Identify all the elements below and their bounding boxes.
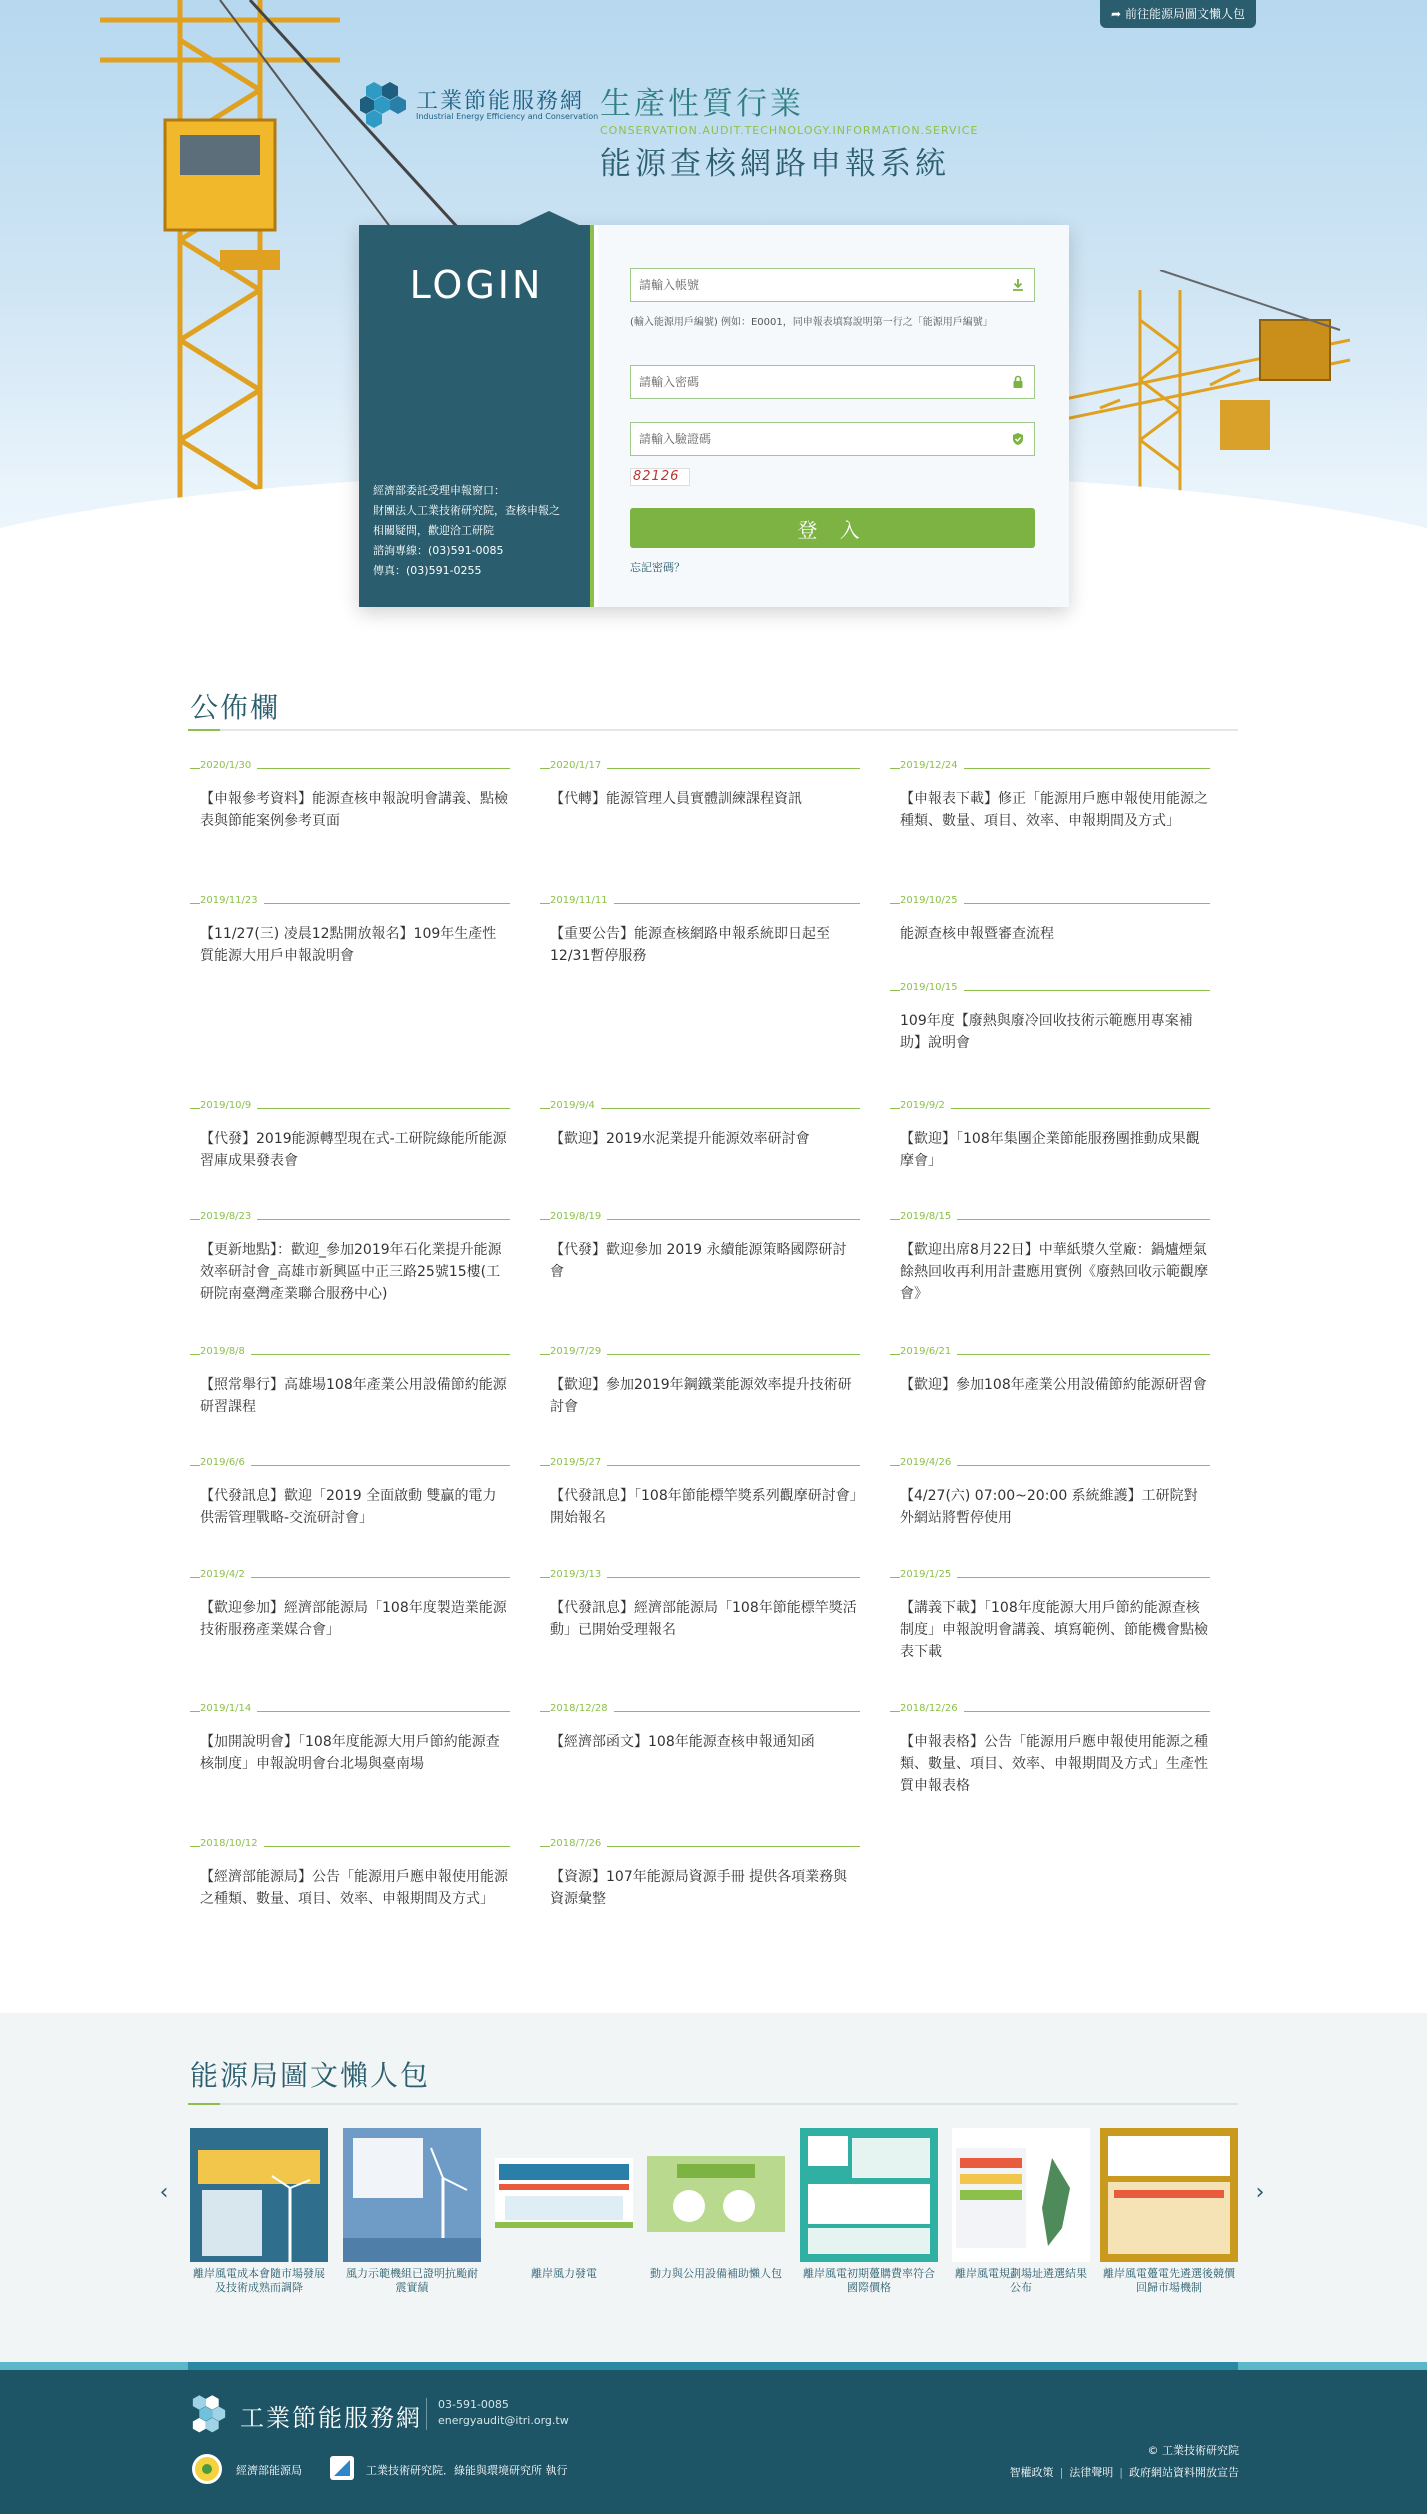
item-title[interactable]: 【代發訊息】「108年節能標竿獎系列觀摩研討會」開始報名 <box>550 1488 857 1526</box>
item-date: 2019/6/6 <box>200 1457 251 1468</box>
contact-info <box>373 481 588 581</box>
list-item[interactable] <box>540 760 860 810</box>
link-separator: | <box>1059 2466 1064 2479</box>
itri-logo-icon <box>330 2456 354 2480</box>
share-arrow-icon: ➦ <box>1110 7 1122 21</box>
list-item[interactable] <box>540 1211 860 1283</box>
hexagon-logo-icon <box>188 2392 230 2434</box>
infographic-thumbnail <box>800 2128 938 2262</box>
brand-name: 工業節能服務網 <box>416 89 585 114</box>
footer-links <box>1010 2464 1239 2480</box>
site-footer <box>0 2370 1427 2514</box>
infographic-card[interactable] <box>190 2128 328 2295</box>
system-subtitle: CONSERVATION.AUDIT.TECHNOLOGY.INFORMATION.SERVICE <box>600 124 979 137</box>
crane-right-image <box>1060 270 1360 510</box>
item-title[interactable]: 【歡迎】「108年集團企業節能服務團推動成果觀摩會」 <box>900 1131 1200 1169</box>
item-title[interactable]: 【經濟部能源局】公告「能源用戶應申報使用能源之種類、數量、項目、效率、申報期間及方式」 <box>200 1869 508 1907</box>
item-title[interactable]: 【歡迎】參加2019年鋼鐵業能源效率提升技術研討會 <box>550 1377 852 1415</box>
infographic-thumbnail <box>1100 2128 1238 2262</box>
list-item[interactable] <box>190 1838 510 1910</box>
list-item[interactable] <box>890 1211 1210 1305</box>
item-title[interactable]: 能源查核申報暨審查流程 <box>900 926 1054 942</box>
infographic-title: 能源局圖文懶人包 <box>190 2059 431 2092</box>
list-item[interactable] <box>190 1457 510 1529</box>
system-title-line1: 生產性質行業 <box>600 86 804 122</box>
item-date: 2018/10/12 <box>200 1838 264 1849</box>
list-item[interactable] <box>190 1211 510 1305</box>
infographic-thumbnail <box>647 2128 785 2262</box>
announcement-divider <box>188 729 1238 731</box>
announcement-title: 公佈欄 <box>190 691 281 724</box>
infographic-card[interactable] <box>647 2128 785 2281</box>
item-title[interactable]: 【講義下載】「108年度能源大用戶節約能源查核制度」申報說明會講義、填寫範例、節能機會點檢表下載 <box>900 1600 1208 1660</box>
hexagon-logo-icon <box>360 78 412 130</box>
item-title[interactable]: 【代發】2019能源轉型現在式-工研院綠能所能源習庫成果發表會 <box>200 1131 507 1169</box>
infographic-caption: 風力示範機組已證明抗颱耐震實績 <box>346 2267 478 2294</box>
item-date: 2018/12/26 <box>900 1703 964 1714</box>
list-item[interactable] <box>190 1346 510 1418</box>
item-date: 2018/12/28 <box>550 1703 614 1714</box>
footer-link-ip-policy[interactable]: 智權政策 <box>1009 2466 1054 2479</box>
login-info-panel <box>359 225 594 607</box>
list-item[interactable] <box>540 1457 860 1529</box>
list-item[interactable] <box>890 760 1210 832</box>
item-date: 2019/6/21 <box>900 1346 957 1357</box>
infographic-card[interactable] <box>495 2128 633 2281</box>
item-date: 2019/12/24 <box>900 760 964 771</box>
login-button[interactable]: 登 入 <box>630 508 1035 548</box>
item-date: 2019/9/2 <box>900 1100 951 1111</box>
item-title[interactable]: 【歡迎】參加108年產業公用設備節約能源研習會 <box>900 1377 1207 1393</box>
list-item[interactable] <box>540 1703 860 1753</box>
infographic-caption: 離岸風電成本會隨市場發展及技術成熟而調降 <box>193 2267 325 2294</box>
item-date: 2019/9/4 <box>550 1100 601 1111</box>
item-date: 2020/1/17 <box>550 760 607 771</box>
list-item[interactable] <box>190 760 510 832</box>
item-title[interactable]: 【加開說明會】「108年度能源大用戶節約能源查核制度」申報說明會台北場與臺南場 <box>200 1734 500 1772</box>
infographic-thumbnail <box>190 2128 328 2262</box>
login-form <box>598 225 1069 607</box>
infographic-caption: 離岸風電躉電先遴選後競價回歸市場機制 <box>1103 2267 1235 2294</box>
captcha-field <box>630 422 1035 456</box>
infographic-thumbnail <box>343 2128 481 2262</box>
item-date: 2019/4/26 <box>900 1457 957 1468</box>
item-title[interactable]: 【經濟部函文】108年能源查核申報通知函 <box>550 1734 815 1750</box>
item-date: 2019/8/19 <box>550 1211 607 1222</box>
item-title[interactable]: 109年度【廢熱與廢冷回收技術示範應用專案補助】說明會 <box>900 1013 1193 1051</box>
item-date: 2019/10/25 <box>900 895 964 906</box>
contact-line: 傳真：(03)591-0255 <box>373 564 482 577</box>
item-title[interactable]: 【11/27(三) 凌晨12點開放報名】109年生產性質能源大用戶申報說明會 <box>200 926 497 964</box>
password-field <box>630 365 1035 399</box>
item-title[interactable]: 【歡迎參加】經濟部能源局「108年度製造業能源技術服務產業媒合會」 <box>200 1600 507 1638</box>
infographic-thumbnail <box>952 2128 1090 2262</box>
list-item[interactable] <box>890 1457 1210 1529</box>
item-title[interactable]: 【歡迎】2019水泥業提升能源效率研討會 <box>550 1131 810 1147</box>
contact-line: 經濟部委託受理申報窗口： <box>373 484 505 497</box>
footer-divider <box>426 2398 427 2430</box>
infographic-card[interactable] <box>952 2128 1090 2295</box>
list-item[interactable] <box>890 1569 1210 1663</box>
password-input[interactable] <box>631 366 1034 398</box>
footer-link-open-data[interactable]: 政府網站資料開放宣告 <box>1129 2466 1239 2479</box>
contact-line: 相關疑問，歡迎洽工研院 <box>373 524 494 537</box>
footer-email[interactable]: energyaudit@itri.org.tw <box>438 2414 569 2427</box>
brand-english-name: Industrial Energy Efficiency and Conservation <box>416 112 599 121</box>
forgot-password-link[interactable]: 忘記密碼？ <box>630 561 685 574</box>
item-title[interactable]: 【歡迎出席8月22日】中華紙漿久堂廠：鍋爐煙氣餘熱回收再利用計畫應用實例《廢熱回收示範觀摩會》 <box>900 1242 1208 1302</box>
list-item[interactable] <box>190 895 510 967</box>
item-date: 2019/1/25 <box>900 1569 957 1580</box>
download-icon <box>1011 278 1025 292</box>
infographic-thumbnail <box>495 2128 633 2262</box>
item-date: 2019/8/15 <box>900 1211 957 1222</box>
item-title[interactable]: 【申報參考資料】能源查核申報說明會講義、點檢表與節能案例參考頁面 <box>200 791 508 829</box>
footer-stripe <box>0 2362 1427 2370</box>
item-date: 2019/7/29 <box>550 1346 607 1357</box>
infographic-caption: 動力與公用設備補助懶人包 <box>650 2267 782 2280</box>
moea-seal-icon <box>192 2454 222 2484</box>
item-title[interactable]: 【代發】歡迎參加 2019 永續能源策略國際研討會 <box>550 1242 847 1280</box>
infographic-caption: 離岸風電規劃場址遴選結果公布 <box>955 2267 1087 2294</box>
infographic-divider <box>188 2103 1238 2105</box>
shield-icon <box>1011 432 1025 446</box>
item-date: 2019/10/15 <box>900 982 964 993</box>
carousel-next-button[interactable]: › <box>1255 2180 1265 2205</box>
list-item[interactable] <box>540 1838 860 1910</box>
lock-icon <box>1011 375 1025 389</box>
item-title[interactable]: 【申報表格】公告「能源用戶應申報使用能源之種類、數量、項目、效率、申報期間及方式」生產性質申報表格 <box>900 1734 1208 1794</box>
infographic-shortcut-button[interactable]: ➦ 前往能源局圖文懶人包 <box>1100 0 1256 28</box>
item-date: 2019/11/23 <box>200 895 264 906</box>
infographic-caption: 離岸風力發電 <box>531 2267 597 2280</box>
list-item[interactable] <box>190 1569 510 1641</box>
item-date: 2019/8/8 <box>200 1346 251 1357</box>
item-title[interactable]: 【照常舉行】高雄場108年產業公用設備節約能源研習課程 <box>200 1377 507 1415</box>
item-title[interactable]: 【代轉】能源管理人員實體訓練課程資訊 <box>550 791 802 807</box>
footer-moea-label[interactable]: 經濟部能源局 <box>236 2464 302 2477</box>
item-title[interactable]: 【代發訊息】經濟部能源局「108年節能標竿獎活動」已開始受理報名 <box>550 1600 857 1638</box>
item-date: 2019/1/14 <box>200 1703 257 1714</box>
list-item[interactable] <box>890 1100 1210 1172</box>
contact-line: 財團法人工業技術研究院，查核申報之 <box>373 504 560 517</box>
link-separator: | <box>1119 2466 1123 2479</box>
carousel-prev-button[interactable]: ‹ <box>159 2180 169 2205</box>
item-title[interactable]: 【更新地點】：歡迎_參加2019年石化業提升能源效率研討會_高雄市新興區中正三路25號15樓(工研院南臺灣產業聯合服務中心) <box>200 1242 502 1302</box>
list-item[interactable] <box>890 982 1210 1054</box>
list-item[interactable] <box>540 1346 860 1418</box>
item-date: 2018/7/26 <box>550 1838 607 1849</box>
item-date: 2019/5/27 <box>550 1457 607 1468</box>
login-title: LOGIN <box>409 263 544 307</box>
list-item[interactable] <box>540 1100 860 1150</box>
list-item[interactable] <box>890 1346 1210 1396</box>
item-title[interactable]: 【資源】107年能源局資源手冊 提供各項業務與資源彙整 <box>550 1869 848 1907</box>
account-input[interactable] <box>631 269 1034 301</box>
panel-notch <box>519 211 579 225</box>
infographic-card[interactable] <box>343 2128 481 2295</box>
item-date: 2020/1/30 <box>200 760 257 771</box>
infographic-caption: 離岸風電初期躉購費率符合國際價格 <box>803 2267 935 2294</box>
list-item[interactable] <box>540 895 860 967</box>
list-item[interactable] <box>190 1703 510 1775</box>
item-title[interactable]: 【重要公告】能源查核網路申報系統即日起至12/31暫停服務 <box>550 926 830 964</box>
list-item[interactable] <box>190 1100 510 1172</box>
account-hint: (輸入能源用戶編號) 例如：E0001，同申報表填寫說明第一行之「能源用戶編號」 <box>630 317 993 328</box>
item-date: 2019/8/23 <box>200 1211 257 1222</box>
footer-itri-label[interactable]: 工業技術研究院．綠能與環境研究所 執行 <box>366 2464 568 2477</box>
list-item[interactable] <box>890 895 1210 945</box>
infographic-card[interactable] <box>1100 2128 1238 2295</box>
divider-accent <box>188 2103 220 2105</box>
item-title[interactable]: 【申報表下載】修正「能源用戶應申報使用能源之種類、數量、項目、效率、申報期間及方式」 <box>900 791 1208 829</box>
captcha-image[interactable]: 82126 <box>630 468 690 486</box>
infographic-card[interactable] <box>800 2128 938 2295</box>
list-item[interactable] <box>540 1569 860 1641</box>
item-title[interactable]: 【代發訊息】歡迎「2019 全面啟動 雙贏的電力供需管理戰略-交流研討會」 <box>200 1488 497 1526</box>
account-field <box>630 268 1035 302</box>
contact-line: 諮詢專線：(03)591-0085 <box>373 544 504 557</box>
system-title-line2: 能源查核網路申報系統 <box>600 146 950 182</box>
footer-phone: 03-591-0085 <box>438 2398 509 2411</box>
footer-brand-name: 工業節能服務網 <box>240 2404 422 2432</box>
item-date: 2019/11/11 <box>550 895 614 906</box>
divider-accent <box>188 729 220 731</box>
item-title[interactable]: 【4/27(六) 07:00~20:00 系統維護】工研院對外網站將暫停使用 <box>900 1488 1198 1526</box>
item-date: 2019/10/9 <box>200 1100 257 1111</box>
item-date: 2019/4/2 <box>200 1569 251 1580</box>
login-card <box>359 225 1069 607</box>
footer-copyright: © 工業技術研究院 <box>1147 2444 1239 2457</box>
footer-link-legal[interactable]: 法律聲明 <box>1069 2466 1114 2479</box>
item-date: 2019/3/13 <box>550 1569 607 1580</box>
list-item[interactable] <box>890 1703 1210 1797</box>
captcha-input[interactable] <box>631 423 1034 455</box>
